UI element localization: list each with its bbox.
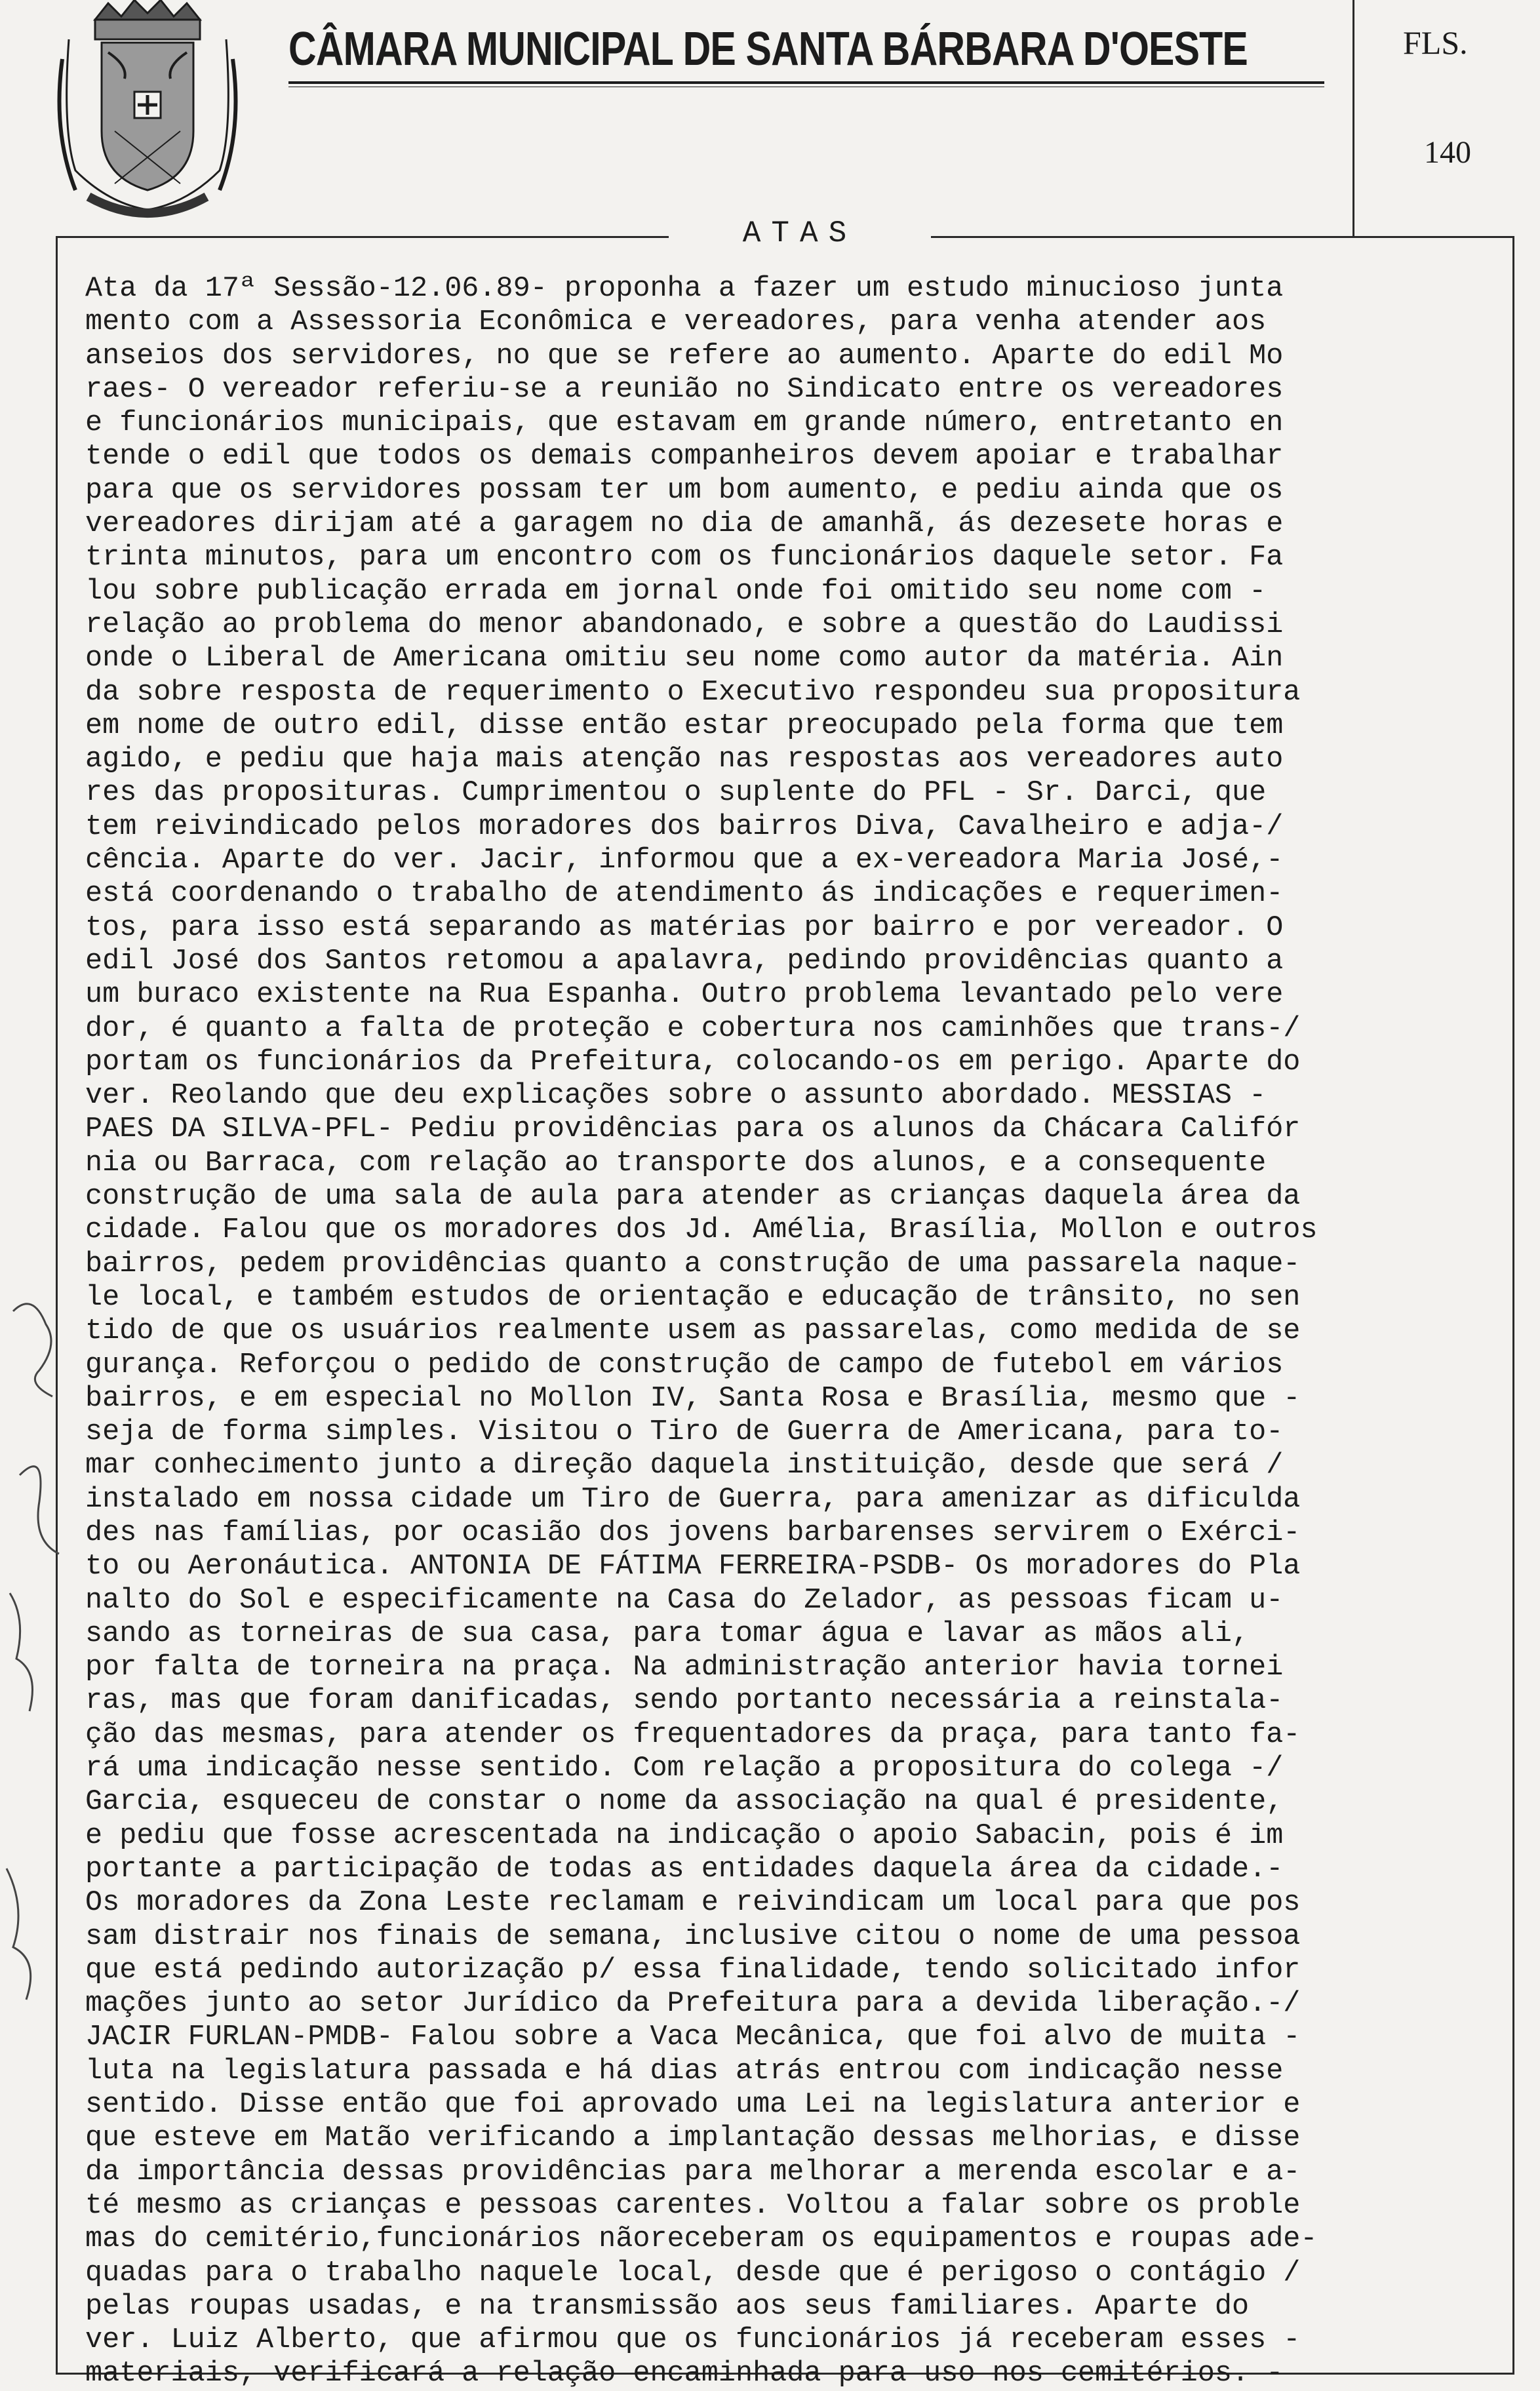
text-line: mas do cemitério,funcionários nãoreceberam os equipamentos e roupas ade- bbox=[85, 2223, 1318, 2256]
text-line: nalto do Sol e especificamente na Casa do Zelador, as pessoas ficam u- bbox=[85, 1584, 1284, 1617]
text-line: tem reivindicado pelos moradores dos bairros Diva, Cavalheiro e adja-/ bbox=[85, 810, 1284, 843]
text-line: dor, é quanto a falta de proteção e cobertura nos caminhões que trans-/ bbox=[85, 1012, 1301, 1045]
text-line: quadas para o trabalho naquele local, desde que é perigoso o contágio / bbox=[85, 2257, 1301, 2289]
text-line: instalado em nossa cidade um Tiro de Guerra, para amenizar as dificulda bbox=[85, 1483, 1301, 1516]
text-line: tos, para isso está separando as matérias por bairro e por vereador. O bbox=[85, 911, 1284, 944]
text-line: seja de forma simples. Visitou o Tiro de Guerra de Americana, para to- bbox=[85, 1416, 1284, 1449]
text-line: que está pedindo autorização p/ essa finalidade, tendo solicitado infor bbox=[85, 1954, 1301, 1986]
text-line: agido, e pediu que haja mais atenção nas respostas aos vereadores auto bbox=[85, 743, 1284, 776]
text-line: anseios dos servidores, no que se refere ao aumento. Aparte do edil Mo bbox=[85, 340, 1284, 372]
text-line: des nas famílias, por ocasião dos jovens barbarenses servirem o Exérci- bbox=[85, 1516, 1301, 1549]
minutes-body bbox=[85, 272, 1495, 2391]
handwritten-margin-notes bbox=[0, 754, 85, 2196]
text-line: ras, mas que foram danificadas, sendo portanto necessária a reinstala- bbox=[85, 1685, 1284, 1718]
text-line: mar conhecimento junto a direção daquela instituição, desde que será / bbox=[85, 1450, 1284, 1482]
header-title: CÂMARA MUNICIPAL DE SANTA BÁRBARA D'OESTE bbox=[288, 23, 1248, 75]
text-line: tende o edil que todos os demais companheiros devem apoiar e trabalhar bbox=[85, 441, 1284, 473]
text-line: relação ao problema do menor abandonado, e sobre a questão do Laudissi bbox=[85, 608, 1284, 641]
text-line: um buraco existente na Rua Espanha. Outro problema levantado pelo vere bbox=[85, 979, 1284, 1012]
header-rule bbox=[288, 81, 1324, 84]
text-line: e pediu que fosse acrescentada na indicação o apoio Sabacin, pois é im bbox=[85, 1819, 1284, 1852]
text-line: rá uma indicação nesse sentido. Com relação a propositura do colega -/ bbox=[85, 1752, 1284, 1785]
text-line: lou sobre publicação errada em jornal onde foi omitido seu nome com - bbox=[85, 575, 1267, 608]
text-line: portam os funcionários da Prefeitura, colocando-os em perigo. Aparte do bbox=[85, 1046, 1301, 1078]
text-line: vereadores dirijam até a garagem no dia de amanhã, ás dezesete horas e bbox=[85, 508, 1284, 541]
text-line: materiais, verificará a relação encaminhada para uso nos cemitérios. - bbox=[85, 2358, 1284, 2390]
text-line: mento com a Assessoria Econômica e vereadores, para venha atender aos bbox=[85, 306, 1267, 339]
text-line: gurança. Reforçou o pedido de construção de campo de futebol em vários bbox=[85, 1349, 1284, 1381]
text-line: cidade. Falou que os moradores dos Jd. Amélia, Brasília, Mollon e outros bbox=[85, 1214, 1318, 1247]
municipal-crest-seal bbox=[49, 0, 246, 229]
text-line: luta na legislatura passada e há dias atrás entrou com indicação nesse bbox=[85, 2055, 1284, 2087]
text-line: pelas roupas usadas, e na transmissão aos seus familiares. Aparte do bbox=[85, 2290, 1250, 2323]
text-line: para que os servidores possam ter um bom aumento, e pediu ainda que os bbox=[85, 474, 1284, 507]
text-line: em nome de outro edil, disse então estar preocupado pela forma que tem bbox=[85, 709, 1284, 742]
text-line: está coordenando o trabalho de atendimento ás indicações e requerimen- bbox=[85, 878, 1284, 911]
section-title: ATAS bbox=[669, 216, 931, 250]
text-line: onde o Liberal de Americana omitiu seu nome como autor da matéria. Ain bbox=[85, 642, 1284, 675]
text-line: cência. Aparte do ver. Jacir, informou que a ex-vereadora Maria José,- bbox=[85, 844, 1284, 877]
text-line: sam distrair nos finais de semana, inclusive citou o nome de uma pessoa bbox=[85, 1920, 1301, 1953]
text-line: bairros, e em especial no Mollon IV, Santa Rosa e Brasília, mesmo que - bbox=[85, 1382, 1301, 1415]
text-line: JACIR FURLAN-PMDB- Falou sobre a Vaca Mecânica, que foi alvo de muita - bbox=[85, 2021, 1301, 2054]
text-line: té mesmo as crianças e pessoas carentes. Voltou a falar sobre os proble bbox=[85, 2189, 1301, 2222]
text-line: por falta de torneira na praça. Na administração anterior havia tornei bbox=[85, 1651, 1284, 1684]
text-line: da sobre resposta de requerimento o Executivo respondeu sua propositura bbox=[85, 676, 1301, 709]
text-line: Garcia, esqueceu de constar o nome da associação na qual é presidente, bbox=[85, 1786, 1284, 1819]
text-line: ver. Luiz Alberto, que afirmou que os funcionários já receberam esses - bbox=[85, 2324, 1301, 2357]
text-line: le local, e também estudos de orientação e educação de trânsito, no sen bbox=[85, 1281, 1301, 1314]
text-line: sando as torneiras de sua casa, para tomar água e lavar as mãos ali, bbox=[85, 1617, 1250, 1650]
text-line: PAES DA SILVA-PFL- Pediu providências para os alunos da Chácara Califór bbox=[85, 1113, 1301, 1146]
text-line: edil José dos Santos retomou a apalavra, pedindo providências quanto a bbox=[85, 945, 1284, 978]
text-line: tido de que os usuários realmente usem as passarelas, como medida de se bbox=[85, 1315, 1301, 1348]
text-line: raes- O vereador referiu-se a reunião no Sindicato entre os vereadores bbox=[85, 373, 1284, 406]
text-line: sentido. Disse então que foi aprovado uma Lei na legislatura anterior e bbox=[85, 2089, 1301, 2122]
page-number: 140 bbox=[1424, 135, 1471, 170]
text-line: portante a participação de todas as entidades daquela área da cidade.- bbox=[85, 1853, 1284, 1886]
text-line: ver. Reolando que deu explicações sobre o assunto abordado. MESSIAS - bbox=[85, 1080, 1267, 1113]
text-line: res das proposituras. Cumprimentou o suplente do PFL - Sr. Darci, que bbox=[85, 777, 1267, 810]
text-line: nia ou Barraca, com relação ao transporte dos alunos, e a consequente bbox=[85, 1147, 1267, 1179]
header-divider bbox=[1352, 0, 1354, 236]
text-line: Ata da 17ª Sessão-12.06.89- proponha a fazer um estudo minucioso junta bbox=[85, 273, 1284, 305]
text-line: trinta minutos, para um encontro com os funcionários daquele setor. Fa bbox=[85, 542, 1284, 574]
text-line: construção de uma sala de aula para atender as crianças daquela área da bbox=[85, 1181, 1301, 1214]
text-line: mações junto ao setor Jurídico da Prefeitura para a devida liberação.-/ bbox=[85, 1988, 1301, 2021]
text-line: da importância dessas providências para melhorar a merenda escolar e a- bbox=[85, 2156, 1301, 2188]
text-line: bairros, pedem providências quanto a construção de uma passarela naque- bbox=[85, 1248, 1301, 1280]
text-line: to ou Aeronáutica. ANTONIA DE FÁTIMA FERREIRA-PSDB- Os moradores do Pla bbox=[85, 1551, 1301, 1583]
folio-label: FLS. bbox=[1403, 24, 1468, 61]
text-line: e funcionários municipais, que estavam em grande número, entretanto en bbox=[85, 407, 1284, 440]
text-line: Os moradores da Zona Leste reclamam e reivindicam um local para que pos bbox=[85, 1887, 1301, 1920]
text-line: que esteve em Matão verificando a implantação dessas melhorias, e disse bbox=[85, 2122, 1301, 2155]
text-line: ção das mesmas, para atender os frequentadores da praça, para tanto fa- bbox=[85, 1718, 1301, 1751]
